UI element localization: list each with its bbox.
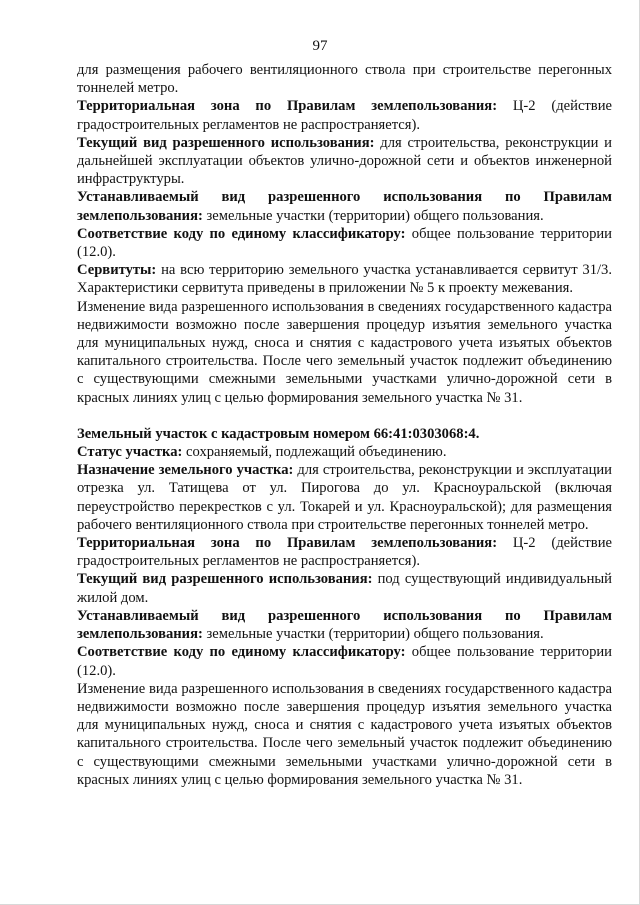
servitude-text: на всю территорию земельного участка устанавливается сервитут 31/3. Характеристики сервитута приведены в приложении № 5 к проекту межевания. [77,262,612,297]
paragraph-continuation: для размещения рабочего вентиляционного ствола при строительстве перегонных тоннелей метро. [77,62,612,97]
current-use-text-2: под существующий индивидуальный жилой дом. [77,571,612,606]
code-text: общее пользование территории (12.0). [77,225,612,261]
status-text: сохраняемый, подлежащий объединению. [182,444,447,461]
servitude-label: Сервитуты: [77,262,157,279]
paragraph-current-use [77,134,612,189]
paragraph-current-use-2 [77,570,612,606]
section-gap [77,407,612,425]
zone-text-2: Ц-2 (действие градостроительных регламентов не распространяется). [77,535,612,570]
paragraph-set-use [77,188,612,224]
set-use-text: земельные участки (территории) общего пользования. [202,207,544,224]
zone-label: Территориальная зона по Правилам землепользования: [77,98,498,115]
code-label: Соответствие коду по единому классификатору: [77,225,406,242]
status-label: Статус участка: [77,444,183,461]
page-number: 97 [312,38,328,54]
section-heading [77,425,612,443]
zone-label-2: Территориальная зона по Правилам землепользования: [77,535,498,552]
paragraph-code-2 [77,643,612,679]
paragraph-servitude [77,261,612,297]
set-use-label-2: Устанавливаемый вид разрешенного использования по Правилам землепользования: [77,607,612,643]
paragraph-status [77,443,612,461]
purpose-text: для строительства, реконструкции и эксплуатации отрезка ул. Татищева от ул. Пирогова до ул. Красноуральской (включая переустройство перекрестков с ул. Токарей и ул. Красноуральской); для размещения рабочего вентиляционного ствола при строительстве перегонных тоннелей метро. [77,462,612,533]
paragraph-code [77,225,612,261]
set-use-label: Устанавливаемый вид разрешенного использования по Правилам землепользования: [77,189,612,224]
current-use-text: для строительства, реконструкции и дальнейшей эксплуатации объектов улично-дорожной сети и объектов инженерной инфраструктуры. [77,134,612,188]
paragraph-set-use-2 [77,607,612,643]
paragraph-change-2: Изменение вида разрешенного использования в сведениях государственного кадастра недвижимости возможно после завершения процедур изъятия земельного участка для муниципальных нужд, сноса и снятия с кадастрового учета изъятых объектов капитального строительства. После чего земельный участок подлежит объединению с существующими смежными земельными участками улично-дорожной сети в красных линиях улиц с целью формирования земельного участка № 31. [77,680,612,788]
paragraph-purpose [77,461,612,534]
current-use-label: Текущий вид разрешенного использования: [77,134,375,151]
code-label-2: Соответствие коду по единому классификатору: [77,644,406,661]
code-text-2: общее пользование территории (12.0). [77,644,612,679]
page-content [77,61,612,789]
current-use-label-2: Текущий вид разрешенного использования: [77,571,373,588]
paragraph-zone-2 [77,534,612,570]
set-use-text-2: земельные участки (территории) общего пользования. [202,626,544,643]
purpose-label: Назначение земельного участка: [77,462,294,479]
cadastral-heading: Земельный участок с кадастровым номером 66:41:0303068:4. [77,425,480,442]
paragraph-zone [77,97,612,133]
zone-text: Ц-2 (действие градостроительных регламентов не распространяется). [77,98,612,133]
paragraph-change: Изменение вида разрешенного использования в сведениях государственного кадастра недвижимости возможно после завершения процедур изъятия земельного участка для муниципальных нужд, сноса и снятия с кадастрового учета изъятых объектов капитального строительства. После чего земельный участок подлежит объединению с существующими смежными земельными участками улично-дорожной сети в красных линиях улиц с целью формирования земельного участка № 31. [77,298,612,406]
